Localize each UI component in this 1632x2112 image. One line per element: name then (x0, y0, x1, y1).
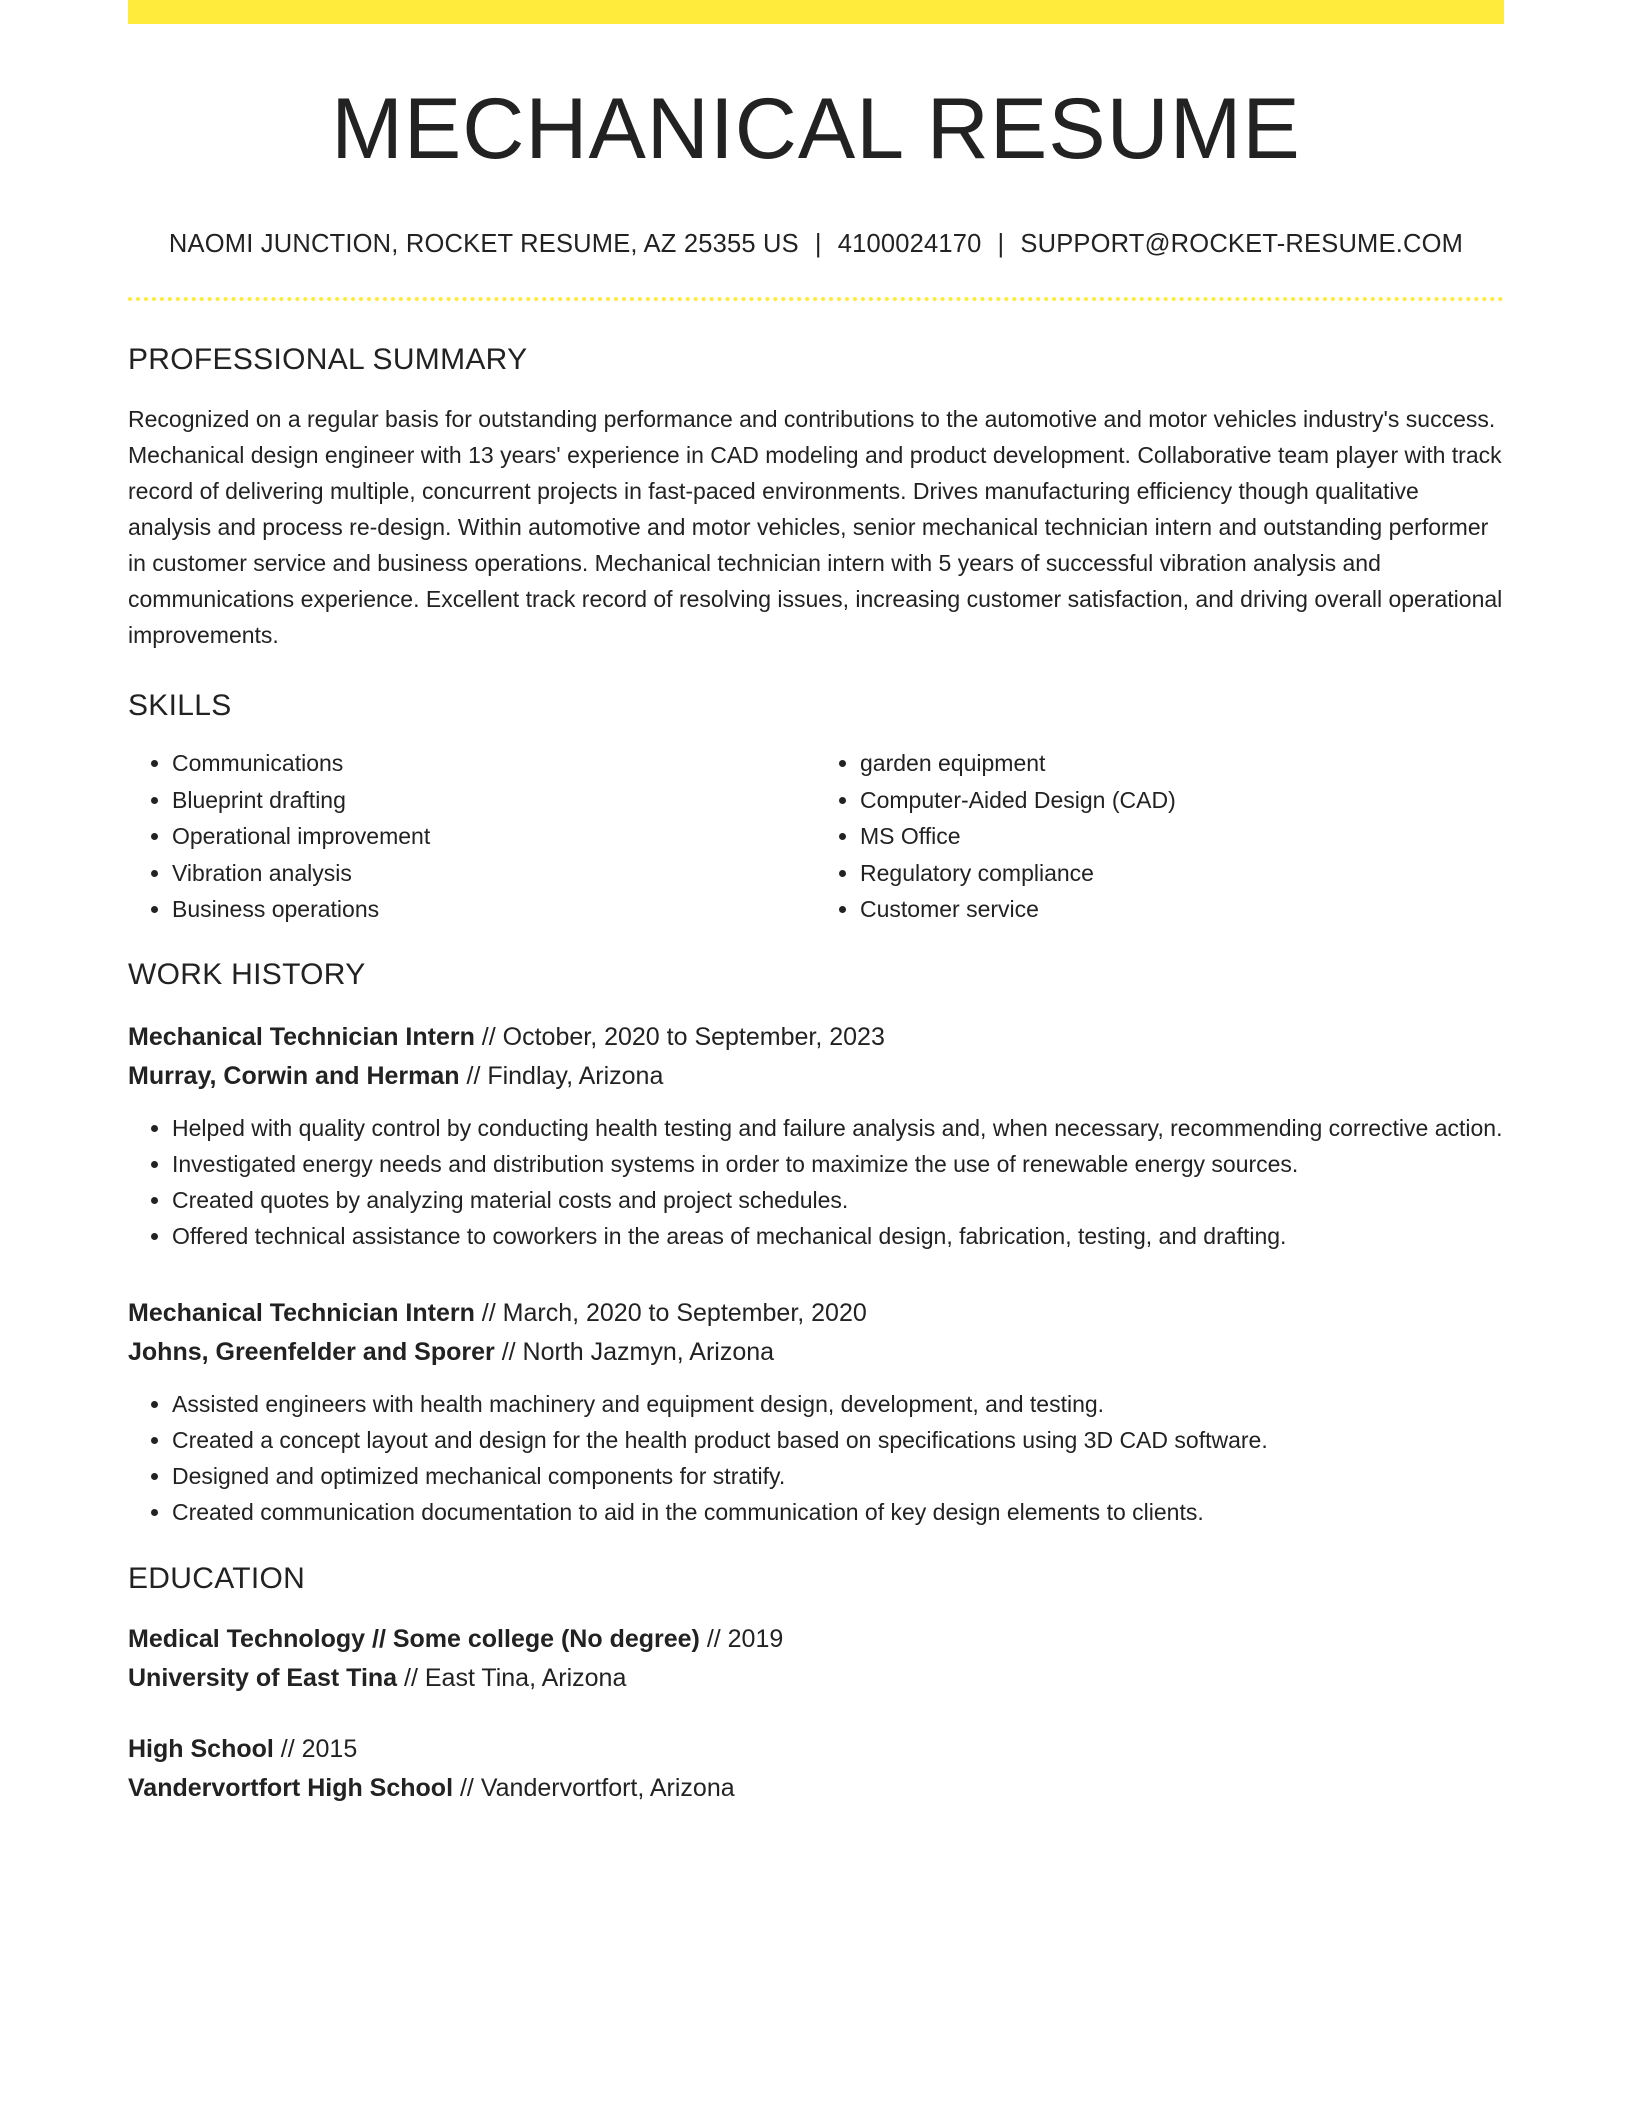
top-accent-bar (128, 0, 1504, 24)
education-program-line (128, 1730, 1504, 1769)
skill-item: • MS Office (860, 818, 1504, 855)
work-history-heading: WORK HISTORY (128, 957, 366, 991)
skill-item: • Communications (172, 745, 816, 782)
education-location: // Vandervortfort, Arizona (453, 1773, 735, 1802)
dotted-divider (128, 297, 1504, 301)
job-entry (128, 1018, 1504, 1254)
education-entry (128, 1730, 1504, 1808)
job-location: // North Jazmyn, Arizona (494, 1337, 775, 1366)
job-bullet: • Investigated energy needs and distribution systems in order to maximize the use of renewable energy sources. (172, 1146, 1504, 1182)
job-company-line (128, 1333, 1504, 1372)
skill-item: • Vibration analysis (172, 855, 816, 892)
job-company: Johns, Greenfelder and Sporer (128, 1337, 495, 1366)
contact-separator: | (814, 229, 822, 258)
contact-address: NAOMI JUNCTION, ROCKET RESUME, AZ 25355 US (168, 229, 799, 258)
skill-item: • garden equipment (860, 745, 1504, 782)
education-program-line (128, 1620, 1504, 1659)
job-bullet: • Created communication documentation to aid in the communication of key design elements to clients. (172, 1494, 1504, 1530)
job-bullets (128, 1386, 1504, 1530)
job-company: Murray, Corwin and Herman (128, 1061, 460, 1090)
job-title-line (128, 1294, 1504, 1333)
job-bullet: • Assisted engineers with health machinery and equipment design, development, and testing. (172, 1386, 1504, 1422)
contact-email: SUPPORT@ROCKET-RESUME.COM (1020, 229, 1464, 258)
education-school: Vandervortfort High School (128, 1773, 454, 1802)
job-dates: // March, 2020 to September, 2020 (474, 1298, 867, 1327)
job-bullets (128, 1110, 1504, 1254)
education-year: // 2015 (273, 1734, 358, 1763)
job-title: Mechanical Technician Intern (128, 1298, 475, 1327)
skills-column-left (128, 745, 816, 928)
education-program: Medical Technology // Some college (No degree) (128, 1624, 700, 1653)
job-company-line (128, 1057, 1504, 1096)
education-year: // 2019 (699, 1624, 784, 1653)
skill-item: • Customer service (860, 891, 1504, 928)
summary-text: Recognized on a regular basis for outstanding performance and contributions to the automotive and motor vehicles industry's success. Mechanical design engineer with 13 years' experience in CAD modeling and product development. Collaborative team player with track record of delivering multiple, concurrent projects in fast-paced environments. Drives manufacturing efficiency though qualitative analysis and process re-design. Within automotive and motor vehicles, senior mechanical technician intern and outstanding performer in customer service and business operations. Mechanical technician intern with 5 years of successful vibration analysis and communications experience. Excellent track record of resolving issues, increasing customer satisfaction, and driving overall operational improvements. (128, 406, 1503, 649)
education-heading: EDUCATION (128, 1561, 306, 1595)
skill-item: • Computer-Aided Design (CAD) (860, 782, 1504, 819)
job-title-line (128, 1018, 1504, 1057)
skill-item: • Operational improvement (172, 818, 816, 855)
education-school: University of East Tina (128, 1663, 398, 1692)
skills-heading: SKILLS (128, 689, 232, 723)
skill-item: • Business operations (172, 891, 816, 928)
skills-column-right (816, 745, 1504, 928)
contact-separator: | (997, 229, 1005, 258)
skill-item: • Regulatory compliance (860, 855, 1504, 892)
job-bullet: • Offered technical assistance to coworkers in the areas of mechanical design, fabrication, testing, and drafting. (172, 1218, 1504, 1254)
education-entry (128, 1620, 1504, 1698)
resume-page (128, 0, 1504, 1808)
resume-title: MECHANICAL RESUME (331, 81, 1301, 177)
education-school-line (128, 1659, 1504, 1698)
job-bullet: • Created a concept layout and design for the health product based on specifications using 3D CAD software. (172, 1422, 1504, 1458)
summary-heading: PROFESSIONAL SUMMARY (128, 343, 528, 377)
job-dates: // October, 2020 to September, 2023 (474, 1022, 885, 1051)
contact-phone: 4100024170 (837, 229, 982, 258)
job-bullet: • Helped with quality control by conducting health testing and failure analysis and, when necessary, recommending corrective action. (172, 1110, 1504, 1146)
job-bullet: • Designed and optimized mechanical components for stratify. (172, 1458, 1504, 1494)
job-title: Mechanical Technician Intern (128, 1022, 475, 1051)
education-location: // East Tina, Arizona (397, 1663, 627, 1692)
job-bullet: • Created quotes by analyzing material costs and project schedules. (172, 1182, 1504, 1218)
education-program: High School (128, 1734, 274, 1763)
skills-grid (128, 745, 1504, 928)
education-school-line (128, 1769, 1504, 1808)
contact-line (128, 229, 1504, 260)
skill-item: • Blueprint drafting (172, 782, 816, 819)
job-entry (128, 1294, 1504, 1530)
job-location: // Findlay, Arizona (459, 1061, 664, 1090)
